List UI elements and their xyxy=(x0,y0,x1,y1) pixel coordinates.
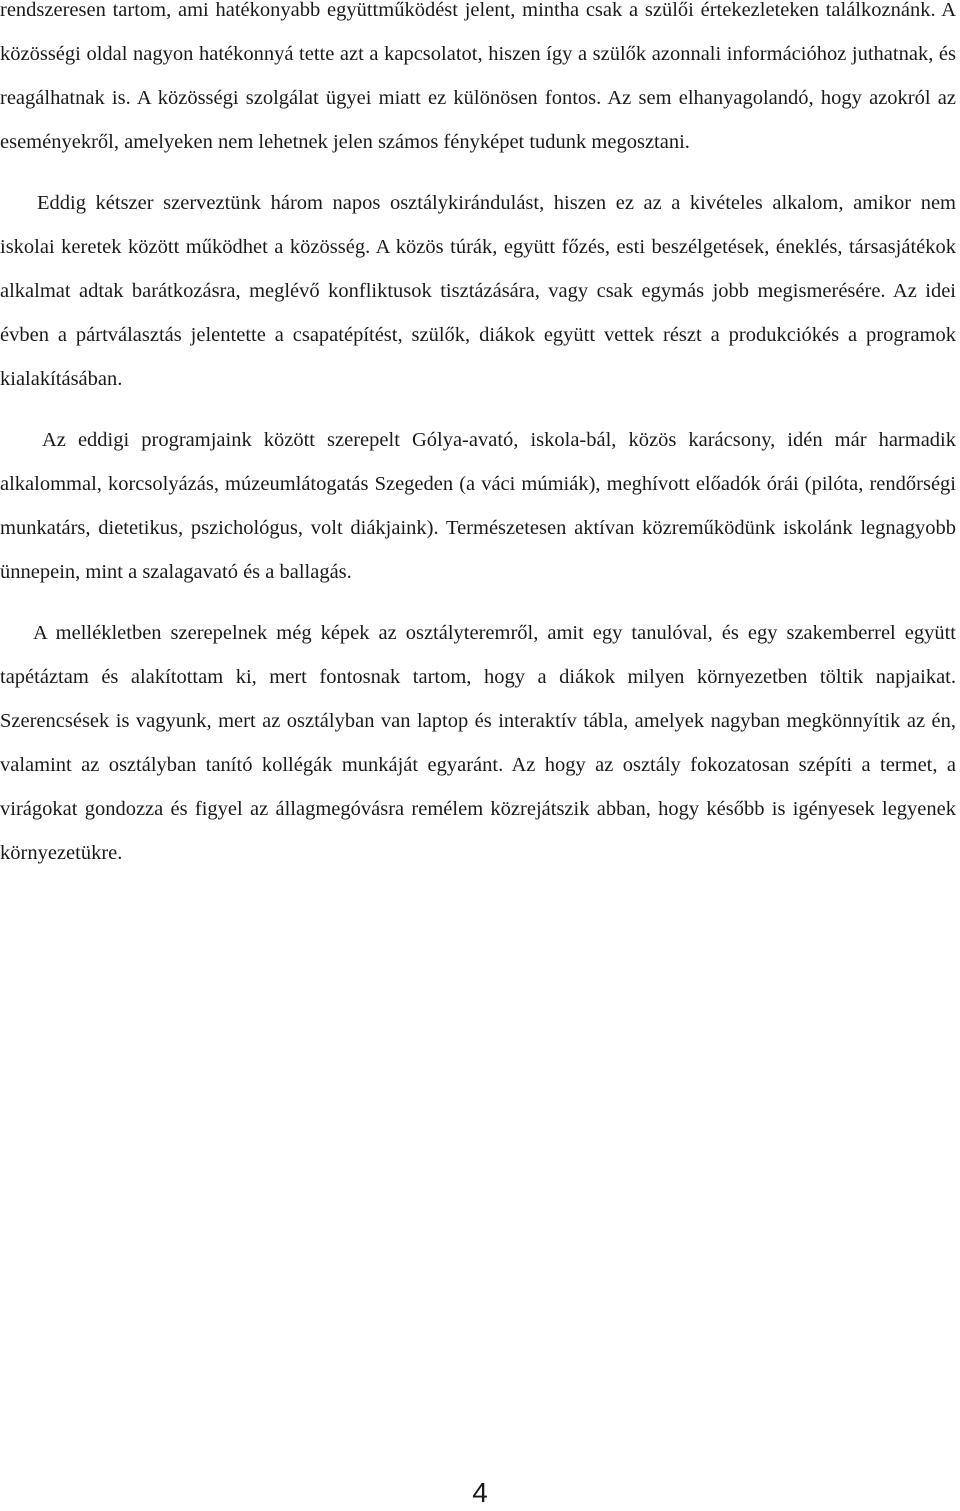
paragraph-1: rendszeresen tartom, ami hatékonyabb együttműködést jelent, mintha csak a szülői értekezleteken találkoznánk. A közösségi oldal nagyon hatékonnyá tette azt a kapcsolatot, hiszen így a szülők azonnali információhoz juthatnak, és reagálhatnak is. A közösségi szolgálat ügyei miatt ez különösen fontos. Az sem elhanyagolandó, hogy azokról az eseményekről, amelyeken nem lehetnek jelen számos fényképet tudunk megosztani. xyxy=(0,0,956,153)
paragraph-3: Az eddigi programjaink között szerepelt Gólya-avató, iskola-bál, közös karácsony, idén már harmadik alkalommal, korcsolyázás, múzeumlátogatás Szegeden (a váci múmiák), meghívott előadók órái (pilóta, rendőrségi munkatárs, dietetikus, pszichológus, volt diákjaink). Természetesen aktívan közreműködünk iskolánk legnagyobb ünnepein, mint a szalagavató és a ballagás. xyxy=(0,429,956,583)
paragraph-2: Eddig kétszer szerveztünk három napos osztálykirándulást, hiszen ez az a kivételes alkalom, amikor nem iskolai keretek között működhet a közösség. A közös túrák, együtt főzés, esti beszélgetések, éneklés, társasjátékok alkalmat adtak barátkozásra, meglévő konfliktusok tisztázására, vagy csak egymás jobb megismerésére. Az idei évben a pártválasztás jelentette a csapatépítést, szülők, diákok együtt vettek részt a produkciókés a programok kialakításában. xyxy=(0,192,956,390)
paragraph-4: A mellékletben szerepelnek még képek az osztályteremről, amit egy tanulóval, és egy szakemberrel együtt tapétáztam és alakítottam ki, mert fontosnak tartom, hogy a diákok milyen környezetben töltik napjaikat. Szerencsések is vagyunk, mert az osztályban van laptop és interaktív tábla, amelyek nagyban megkönnyítik az én, valamint az osztályban tanító kollégák munkáját egyaránt. Az hogy az osztály fokozatosan szépíti a termet, a virágokat gondozza és figyel az állagmegóvásra remélem közrejátszik abban, hogy később is igényesek legyenek környezetükre. xyxy=(0,622,956,864)
page-number: 4 xyxy=(472,1477,488,1508)
